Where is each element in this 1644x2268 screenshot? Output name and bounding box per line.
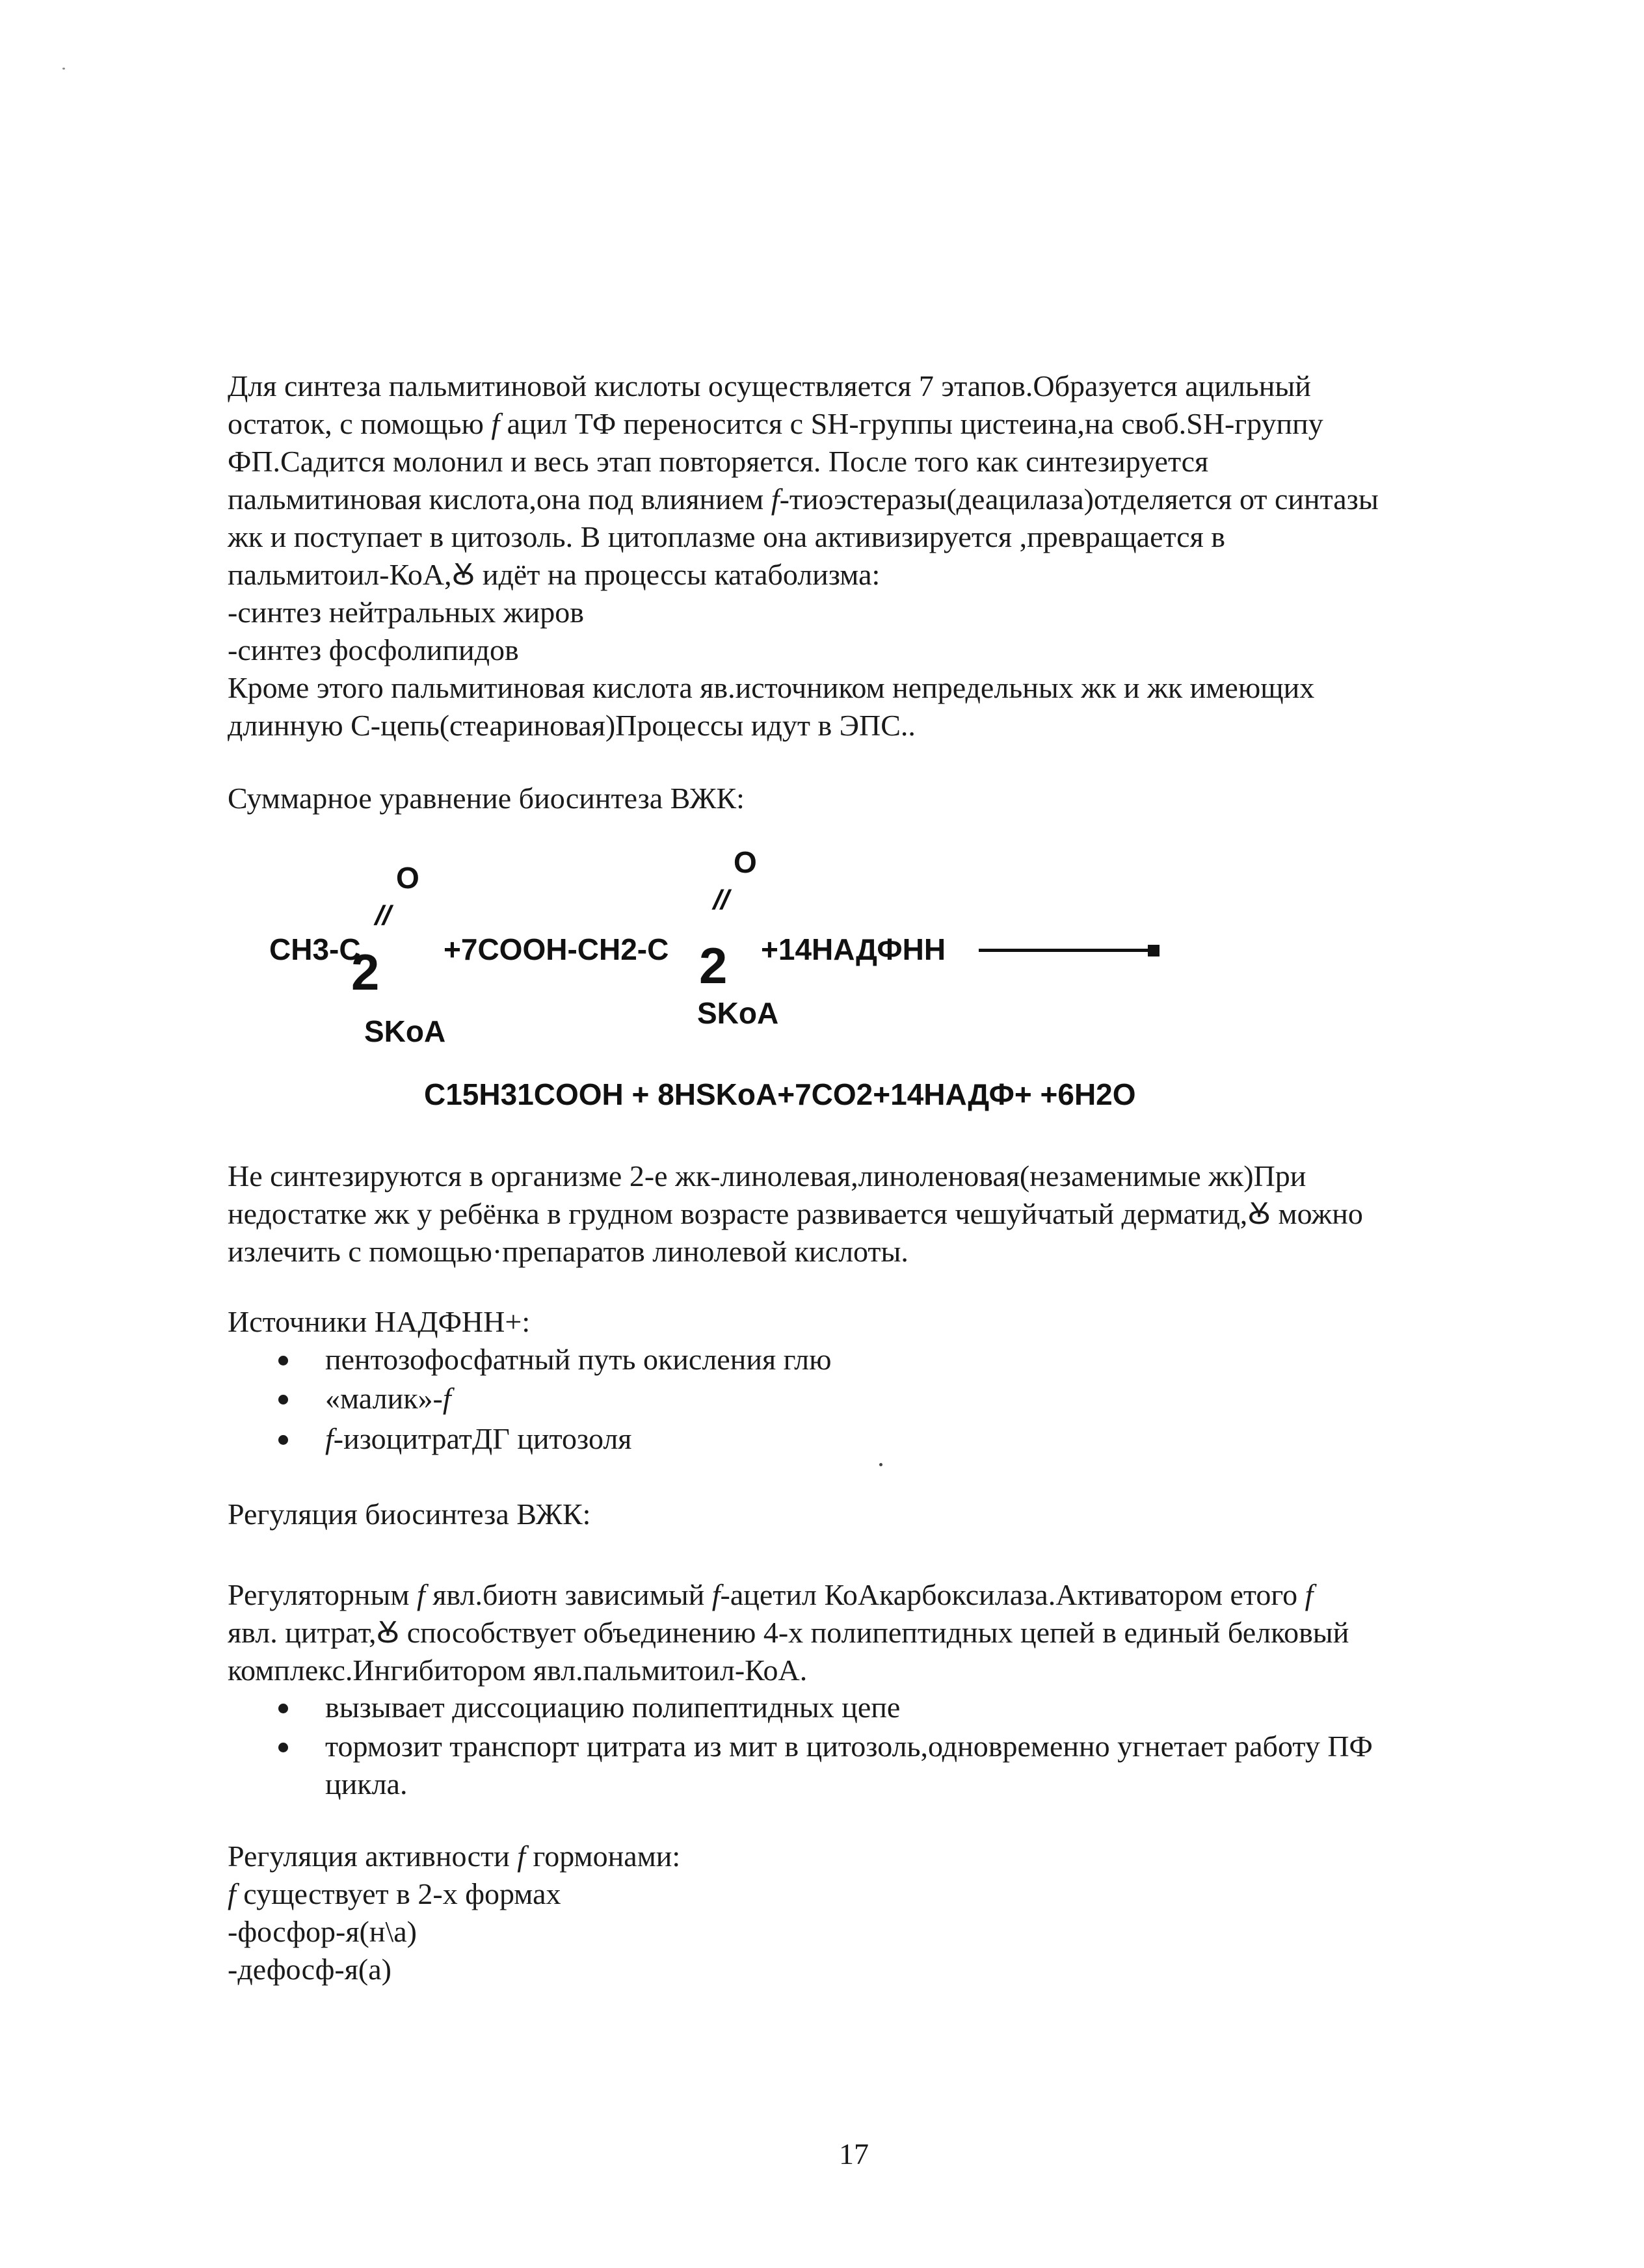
scan-speck: [879, 1463, 882, 1466]
para1-line-6: пальмитоил-КоА,Ꙋ идёт на процессы катаболизма:: [228, 558, 881, 591]
enzyme-symbol: f: [491, 407, 500, 440]
regulation-heading: Регуляция биосинтеза ВЖК:: [228, 1497, 591, 1531]
enzyme-symbol: f: [517, 1839, 526, 1873]
enzyme-symbol: f: [442, 1382, 451, 1415]
reactant-2: +7COOH-CH2-C: [444, 932, 669, 966]
hormones-line-2: f существует в 2-х формах: [228, 1877, 561, 1910]
reaction-arrow-head: [1148, 945, 1160, 956]
para1-line-1: Для синтеза пальмитиновой кислоты осуществляется 7 этапов.Образуется ацильный: [228, 369, 1311, 402]
para1-line-7: -синтез нейтральных жиров: [228, 596, 584, 629]
para1-line-5: жк и поступает в цитозоль. В цитоплазме она активизируется ,превращается в: [228, 520, 1225, 553]
para1-line-3: ФП.Садится молонил и весь этап повторяется. После того как синтезируется: [228, 445, 1209, 478]
regulation-line-1: Регуляторным f явл.биотн зависимый f-ацетил КоАкарбоксилаза.Активатором етого f: [228, 1578, 1314, 1611]
source-item-1: пентозофосфатный путь окисления глю: [325, 1343, 832, 1376]
para1-line-9: Кроме этого пальмитиновая кислота яв.источником непредельных жк и жк имеющих: [228, 671, 1315, 704]
bond-glyph-1: 2: [351, 943, 380, 1001]
summary-heading: Суммарное уравнение биосинтеза ВЖК:: [228, 782, 745, 815]
bullet-dot: [278, 1395, 288, 1404]
oxygen-2: O: [734, 845, 757, 879]
para1-line-2: остаток, с помощью f ацил ТФ переносится с SH-группы цистеина,на своб.SH-группу: [228, 407, 1323, 440]
reactant-1: CH3-C: [269, 932, 361, 966]
para2-line-1: Не синтезируются в организме 2-е жк-линолевая,линоленовая(незаменимые жк)При: [228, 1159, 1306, 1193]
hormones-line-3: -фосфор-я(н\а): [228, 1915, 417, 1948]
para1-line-8: -синтез фосфолипидов: [228, 633, 519, 666]
para2-line-3: излечить с помощью·препаратов линолевой кислоты.: [228, 1235, 908, 1268]
para1-line-4: пальмитиновая кислота,она под влиянием f-тиоэстеразы(деацилаза)отделяется от синтазы: [228, 482, 1379, 516]
hormones-line-4: -дефосф-я(а): [228, 1953, 391, 1986]
regulation-bullet-2-cont: цикла.: [325, 1767, 408, 1800]
reaction-arrow-line: [979, 949, 1154, 952]
para1-line-10: длинную С-цепь(стеариновая)Процессы идут в ЭПС..: [228, 709, 916, 742]
bullet-dot: [278, 1743, 288, 1752]
enzyme-symbol: f: [416, 1578, 425, 1611]
bullet-dot: [278, 1704, 288, 1713]
double-bond-2: //: [709, 884, 734, 915]
bond-glyph-2: 2: [699, 937, 728, 994]
reactant-3: +14НАДФНН: [761, 932, 946, 966]
regulation-line-2: явл. цитрат,Ꙋ способствует объединению 4-х полипептидных цепей в единый белковый: [228, 1616, 1349, 1649]
enzyme-symbol: f: [1305, 1578, 1314, 1611]
page-number: 17: [839, 2137, 869, 2170]
para2-line-2: недостатке жк у ребёнка в грудном возрасте развивается чешуйчатый дерматид,Ꙋ можно: [228, 1197, 1363, 1230]
enzyme-symbol: f: [711, 1578, 721, 1611]
oxygen-1: O: [396, 861, 419, 895]
source-item-3: f-изоцитратДГ цитозоля: [325, 1422, 632, 1455]
regulation-bullet-1: вызывает диссоциацию полипептидных цепе: [325, 1691, 901, 1724]
source-item-2: «малик»-f: [325, 1382, 451, 1415]
sources-heading: Источники НАДФНН+:: [228, 1305, 531, 1338]
scan-speck: [62, 68, 65, 70]
hormones-heading: Регуляция активности f гормонами:: [228, 1839, 681, 1873]
bullet-dot: [278, 1356, 288, 1365]
enzyme-symbol: f: [325, 1422, 334, 1455]
double-bond-1: //: [371, 900, 395, 930]
enzyme-symbol: f: [771, 482, 780, 516]
regulation-line-3: комплекс.Ингибитором явл.пальмитоил-КоА.: [228, 1654, 808, 1687]
skoa-1: SKoA: [364, 1014, 446, 1048]
bullet-dot: [278, 1435, 288, 1445]
products: C15H31COOH + 8HSKoA+7CO2+14НАДФ+ +6H2O: [424, 1077, 1136, 1111]
enzyme-symbol: f: [228, 1877, 236, 1910]
regulation-bullet-2: тормозит транспорт цитрата из мит в цитозоль,одновременно угнетает работу ПФ: [325, 1730, 1373, 1763]
skoa-2: SKoA: [697, 996, 779, 1030]
